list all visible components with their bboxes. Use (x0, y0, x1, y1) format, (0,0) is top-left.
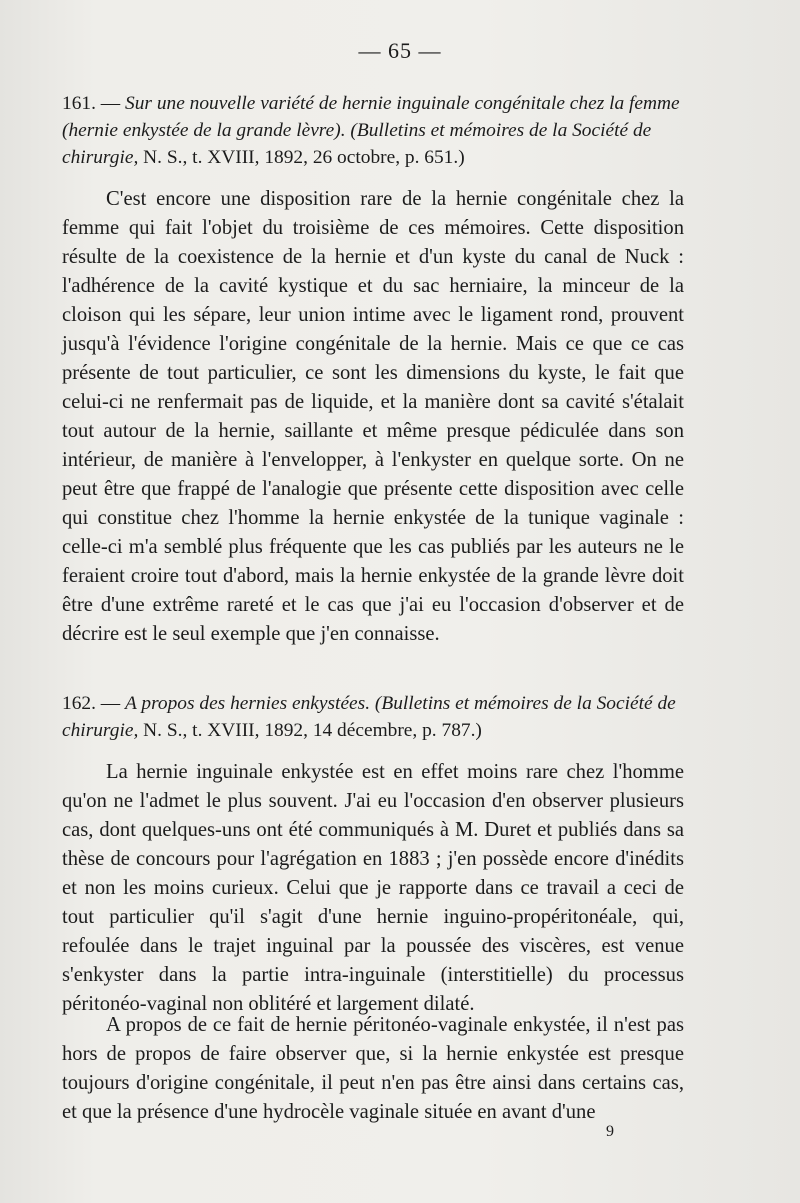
entry-number: 161. — (62, 93, 121, 114)
entry-title: A propos des hernies enkystées. (125, 693, 371, 714)
entry-source-details: N. S., t. XVIII, 1892, 14 décembre, p. 787.) (143, 720, 482, 741)
entry-source: (Bulletins et mémoires de la Société de chirurgie, (62, 120, 652, 168)
entry-161-paragraph: C'est encore une disposition rare de la hernie congénitale chez la femme qui fait l'objet du troisième de ces mémoires. Cette disposition résulte de la coexistence de la hernie et d'un kyste du canal de Nuck : l'adhérence de la cavité kystique et du sac herniaire, la minceur de la cloison qui les sépare, leur union intime avec le ligament rond, prouvent jusqu'à l'évidence l'origine congénitale de la hernie. Mais ce que ce cas présente de tout particulier, ce sont les dimensions du kyste, le fait que celui-ci ne renfermait pas de liquide, et la manière dont sa cavité s'étalait tout autour de la hernie, saillante et même presque pédiculée dans son intérieur, de manière à l'envelopper, à l'enkyster en quelque sorte. On ne peut être que frappé de l'analogie que présente cette disposition avec celle qui constitue chez l'homme la hernie enkystée de la tunique vaginale : celle-ci m'a semblé plus fréquente que les cas publiés par les auteurs ne le feraient croire tout d'abord, mais la hernie enkystée de la grande lèvre doit être d'une extrême rareté et le cas que j'ai eu l'occasion d'observer et de décrire est le seul exemple que j'en connaisse. (62, 188, 684, 645)
entry-source-details: N. S., t. XVIII, 1892, 26 octobre, p. 651.) (143, 147, 465, 168)
entry-number: 162. — (62, 693, 121, 714)
entry-heading-162 (62, 690, 684, 744)
page-number: — 65 — (358, 38, 442, 63)
entry-title: Sur une nouvelle variété de hernie inguinale congénitale chez la femme (hernie enkystée de la grande lèvre). (62, 93, 680, 141)
entry-source: (Bulletins et mémoires de la Société de chirurgie, (62, 693, 676, 741)
signature-mark: 9 (606, 1123, 614, 1140)
entry-heading-161 (62, 90, 684, 171)
entry-162-paragraph-2: A propos de ce fait de hernie péritonéo-vaginale enkystée, il n'est pas hors de propos de faire observer que, si la hernie enkystée est presque toujours d'origine congénitale, il peut n'en pas être ainsi dans certains cas, et que la présence d'une hydrocèle vaginale située en avant d'une (62, 1014, 684, 1123)
entry-162-paragraph-1: La hernie inguinale enkystée est en effet moins rare chez l'homme qu'on ne l'admet le plus souvent. J'ai eu l'occasion d'en observer plusieurs cas, dont quelques-uns ont été communiqués à M. Duret et publiés dans sa thèse de concours pour l'agrégation en 1883 ; j'en possède encore d'inédits et non les moins curieux. Celui que je rapporte dans ce travail a ceci de tout particulier qu'il s'agit d'une hernie inguino-propéritonéale, qui, refoulée dans le trajet inguinal par la poussée des viscères, est venue s'enkyster dans la partie intra-inguinale (interstitielle) du processus péritonéo-vaginal non oblitéré et largement dilaté. (62, 761, 684, 1015)
